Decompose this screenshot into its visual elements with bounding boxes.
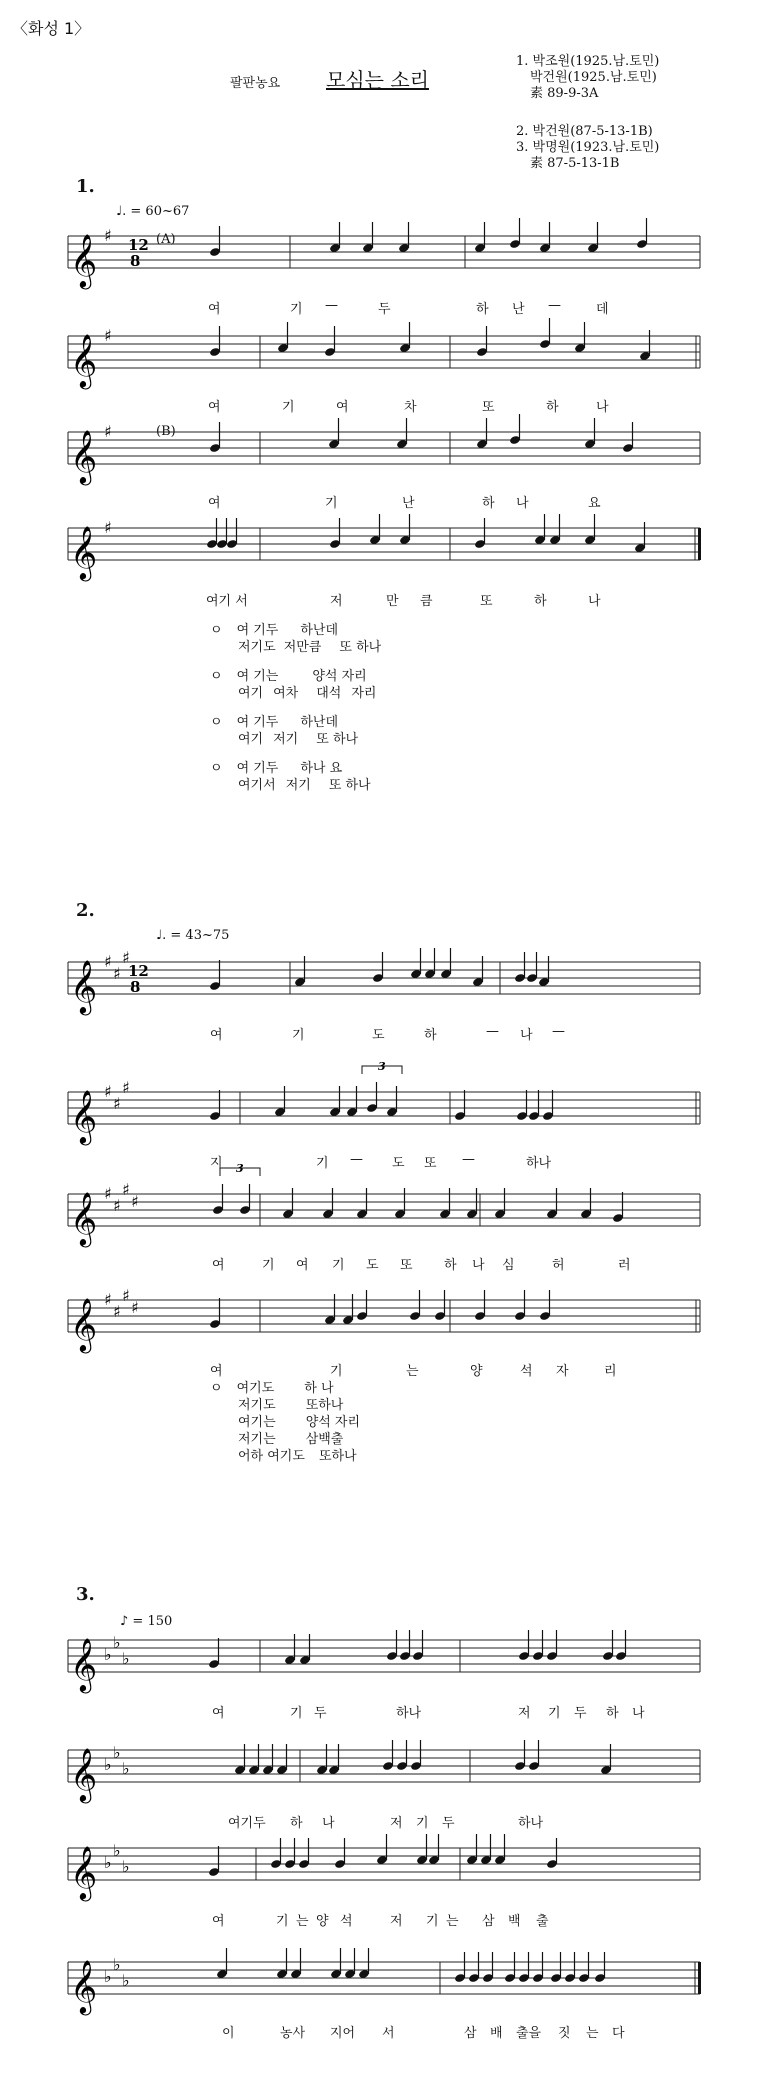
lyric-syllable: 기: [332, 1258, 345, 1273]
verse-word: 또 하나: [316, 732, 359, 747]
lyric-syllable: 출: [536, 1914, 549, 1929]
flat-sign: ♭: [113, 1841, 121, 1860]
verse-word: 또하나: [318, 1449, 357, 1464]
tempo-marking: ♩. = 60~67: [116, 204, 190, 219]
lyric-syllable: 기: [548, 1706, 561, 1721]
source-line: 1. 박조원(1925.남.토민): [516, 54, 660, 69]
flat-sign: ♭: [104, 1967, 112, 1986]
verse-word: 여기: [238, 732, 264, 747]
lyric-syllable: 심: [502, 1258, 515, 1273]
flat-sign: ♭: [113, 1743, 121, 1762]
section-number: 2.: [76, 900, 95, 921]
sharp-sign: ♯: [104, 952, 112, 971]
flat-sign: ♭: [122, 1649, 130, 1668]
lyric-syllable: 저: [330, 594, 343, 609]
genre-label: 팔판농요: [230, 76, 281, 91]
lyric-syllable: 하: [482, 496, 495, 511]
final-bar-thick: [698, 528, 701, 560]
verse-word: 여차: [273, 686, 299, 701]
lyric-syllable: 석: [340, 1914, 353, 1929]
verse-word: 삼백출: [305, 1432, 344, 1447]
lyric-syllable: 저: [518, 1706, 531, 1721]
time-signature-bottom: 8: [130, 252, 141, 270]
treble-clef: 𝄞: [70, 1191, 98, 1245]
lyric-syllable: 기: [330, 1364, 343, 1379]
treble-clef: 𝄞: [70, 1637, 98, 1691]
lyric-syllable: 리: [604, 1364, 617, 1379]
verse-block: ㅇ 여 기두 하난데 저기도 저만큼 또 하나: [210, 623, 382, 655]
lyric-syllable: 도: [366, 1258, 379, 1273]
lyric-syllable: 허: [552, 1258, 565, 1273]
flat-sign: ♭: [113, 1633, 121, 1652]
lyric-syllable: 양: [470, 1364, 483, 1379]
lyric-syllable: 나: [516, 496, 529, 511]
sharp-sign: ♯: [104, 518, 112, 537]
lyric-syllable: 또: [480, 594, 493, 609]
sharp-sign: ♯: [122, 1078, 130, 1097]
phrase-label: (A): [156, 232, 176, 247]
sharp-sign: ♯: [131, 1298, 139, 1317]
lyric-syllable: —: [350, 1152, 363, 1167]
lyric-syllable: 큼: [420, 594, 433, 609]
verse-word: 하 나: [304, 1381, 334, 1396]
verse-word: 여기서: [238, 778, 276, 793]
lyric-syllable: 여: [208, 496, 221, 511]
flat-sign: ♭: [122, 1759, 130, 1778]
flat-sign: ♭: [104, 1853, 112, 1872]
lyric-syllable: 는: [406, 1364, 419, 1379]
triplet-number: 3: [236, 1162, 244, 1175]
lyric-syllable: 하나: [396, 1706, 422, 1721]
sharp-sign: ♯: [113, 1196, 121, 1215]
source-line: 박건원(1925.남.토민): [530, 70, 657, 85]
lyric-syllable: 여: [208, 302, 221, 317]
lyric-syllable: 하: [546, 400, 559, 415]
lyric-syllable: 여: [212, 1706, 225, 1721]
treble-clef: 𝄞: [70, 959, 98, 1013]
lyric-syllable: 하나: [526, 1156, 552, 1171]
time-signature-bottom: 8: [130, 978, 141, 996]
lyric-syllable: 자: [556, 1364, 569, 1379]
lyric-syllable: 만: [386, 594, 399, 609]
lyric-syllable: 삼: [482, 1914, 495, 1929]
tempo-marking: ♩. = 43~75: [156, 928, 230, 943]
verse-block: ㅇ 여 기두 하난데 여기 저기 또 하나: [210, 715, 359, 747]
lyric-syllable: 농사: [280, 2026, 306, 2041]
lyric-syllable: —: [552, 1024, 565, 1039]
flat-sign: ♭: [122, 1857, 130, 1876]
verse-block: ㅇ 여 기두 하나 요 여기서 저기 또 하나: [210, 761, 371, 793]
song-title: 모심는 소리: [326, 68, 429, 92]
verse-word: 또하나: [305, 1398, 344, 1413]
lyric-syllable: 요: [588, 496, 601, 511]
source-line: 素 87-5-13-1B: [530, 156, 620, 171]
verse-word: 또 하나: [339, 640, 382, 655]
lyric-syllable: 지어: [330, 2026, 356, 2041]
verse-word: 대석: [316, 686, 342, 701]
lyric-syllable: 나: [520, 1028, 533, 1043]
lyric-syllable: 두: [378, 302, 391, 317]
flat-sign: ♭: [104, 1755, 112, 1774]
treble-clef: 𝄞: [70, 1747, 98, 1801]
lyric-syllable: 기: [290, 302, 303, 317]
treble-clef: 𝄞: [70, 525, 98, 579]
flat-sign: ♭: [122, 1971, 130, 1990]
lyric-syllable: 또: [424, 1156, 437, 1171]
lyric-syllable: 서: [382, 2026, 395, 2041]
lyric-syllable: 이: [222, 2026, 235, 2041]
lyric-syllable: 기: [276, 1914, 289, 1929]
verse-word: 여기도: [236, 1381, 275, 1396]
sharp-sign: ♯: [104, 1082, 112, 1101]
verse-word: 여 기두: [236, 761, 279, 776]
lyric-syllable: 는: [446, 1914, 459, 1929]
lyric-syllable: 나: [632, 1706, 645, 1721]
lyric-syllable: 여: [296, 1258, 309, 1273]
lyric-syllable: —: [325, 298, 338, 313]
lyric-syllable: 도: [372, 1028, 385, 1043]
sharp-sign: ♯: [104, 326, 112, 345]
source-line: 素 89-9-3A: [530, 86, 599, 101]
lyric-syllable: 하나: [518, 1816, 544, 1831]
lyric-syllable: —: [462, 1152, 475, 1167]
lyric-syllable: 러: [618, 1258, 631, 1273]
lyric-syllable: 짓: [558, 2026, 571, 2041]
flat-sign: ♭: [104, 1645, 112, 1664]
sharp-sign: ♯: [131, 1192, 139, 1211]
treble-clef: 𝄞: [70, 429, 98, 483]
treble-clef: 𝄞: [70, 1845, 98, 1899]
verse-word: 여기: [238, 686, 264, 701]
verse-word: 하난데: [300, 623, 339, 638]
treble-clef: 𝄞: [70, 333, 98, 387]
lyric-syllable: 여: [208, 400, 221, 415]
sharp-sign: ♯: [122, 1286, 130, 1305]
treble-clef: 𝄞: [70, 1959, 98, 2013]
verse-word: 여 기두: [236, 715, 279, 730]
sharp-sign: ♯: [104, 1290, 112, 1309]
lyric-syllable: 여: [212, 1258, 225, 1273]
lyric-syllable: 기: [282, 400, 295, 415]
lyric-syllable: 하: [290, 1816, 303, 1831]
lyric-syllable: 삼: [464, 2026, 477, 2041]
verse-block: ㅇ 여 기는 양석 자리 여기 여차 대석 자리: [210, 669, 377, 701]
treble-clef: 𝄞: [70, 1089, 98, 1143]
lyric-syllable: 여: [336, 400, 349, 415]
sharp-sign: ♯: [122, 1180, 130, 1199]
verse-block: ㅇ 여기도 하 나 저기도 또하나 여기는 양석 자리 저기는 삼백출 어하 여기도 또하나: [210, 1381, 361, 1464]
lyric-syllable: 기: [316, 1156, 329, 1171]
lyric-syllable: 하: [534, 594, 547, 609]
source-line: 2. 박건원(87-5-13-1B): [516, 124, 653, 139]
lyric-syllable: 여기 서: [206, 594, 248, 609]
lyric-syllable: 양: [316, 1914, 329, 1929]
sharp-sign: ♯: [104, 422, 112, 441]
treble-clef: 𝄞: [70, 233, 98, 287]
lyric-syllable: 출을: [516, 2026, 542, 2041]
lyric-syllable: 기: [292, 1028, 305, 1043]
lyric-syllable: 나: [588, 594, 601, 609]
lyric-syllable: 지: [210, 1156, 223, 1171]
lyric-syllable: —: [548, 298, 561, 313]
verse-word: 또 하나: [328, 778, 371, 793]
tempo-marking: ♪ = 150: [120, 1614, 173, 1629]
lyric-syllable: 도: [392, 1156, 405, 1171]
source-line: 3. 박명원(1923.남.토민): [516, 140, 660, 155]
verse-word: 저기: [285, 778, 311, 793]
triplet-number: 3: [378, 1060, 386, 1073]
lyric-syllable: 나: [596, 400, 609, 415]
verse-word: 하난데: [300, 715, 339, 730]
lyric-syllable: 여기두: [228, 1816, 266, 1831]
sharp-sign: ♯: [122, 948, 130, 967]
page-label: 〈화성 1〉: [12, 19, 91, 38]
lyric-syllable: 백: [508, 1914, 521, 1929]
sharp-sign: ♯: [113, 1302, 121, 1321]
lyric-syllable: 석: [520, 1364, 533, 1379]
lyric-syllable: 여: [210, 1364, 223, 1379]
lyric-syllable: 저: [390, 1816, 403, 1831]
treble-clef: 𝄞: [70, 1297, 98, 1351]
lyric-syllable: 하: [444, 1258, 457, 1273]
verse-word: 여 기두: [236, 623, 279, 638]
verse-word: 하나 요: [300, 761, 343, 776]
lyric-syllable: 기: [426, 1914, 439, 1929]
lyric-syllable: 배: [490, 2026, 503, 2041]
lyric-syllable: 데: [596, 302, 609, 317]
verse-word: 저기는: [238, 1432, 276, 1447]
lyric-syllable: 두: [442, 1816, 455, 1831]
verse-word: 어하 여기도: [238, 1449, 305, 1464]
lyric-syllable: —: [486, 1024, 499, 1039]
lyric-syllable: 두: [314, 1706, 327, 1721]
time-signature-top: 12: [128, 236, 149, 254]
lyric-syllable: 난: [402, 496, 415, 511]
sharp-sign: ♯: [113, 964, 121, 983]
sharp-sign: ♯: [104, 226, 112, 245]
verse-word: 저기: [273, 732, 299, 747]
time-signature-top: 12: [128, 962, 149, 980]
lyric-syllable: 여: [212, 1914, 225, 1929]
lyric-syllable: 하: [424, 1028, 437, 1043]
lyric-syllable: 또: [482, 400, 495, 415]
phrase-label: (B): [156, 424, 176, 439]
verse-word: 저기도: [238, 1398, 276, 1413]
lyric-syllable: 하: [476, 302, 489, 317]
sharp-sign: ♯: [113, 1094, 121, 1113]
verse-word: 자리: [351, 686, 377, 701]
lyric-syllable: 는: [296, 1914, 309, 1929]
section-number: 1.: [76, 176, 95, 197]
lyric-syllable: 난: [512, 302, 525, 317]
verse-word: 저기도: [238, 640, 276, 655]
lyric-syllable: 기: [290, 1706, 303, 1721]
verse-word: 저만큼: [283, 640, 322, 655]
sharp-sign: ♯: [104, 1184, 112, 1203]
lyric-syllable: 기: [416, 1816, 429, 1831]
lyric-syllable: 하: [606, 1706, 619, 1721]
lyric-syllable: 다: [612, 2026, 625, 2041]
lyric-syllable: 두: [574, 1706, 587, 1721]
lyric-syllable: 또: [400, 1258, 413, 1273]
verse-word: 여 기는: [236, 669, 279, 684]
verse-word: 여기는: [238, 1415, 276, 1430]
lyric-syllable: 저: [390, 1914, 403, 1929]
lyric-syllable: 기: [325, 496, 338, 511]
final-bar-thick: [698, 1962, 701, 1994]
lyric-syllable: 여: [210, 1028, 223, 1043]
lyric-syllable: 는: [586, 2026, 599, 2041]
lyric-syllable: 기: [262, 1258, 275, 1273]
lyric-syllable: 차: [404, 400, 417, 415]
verse-word: 양석 자리: [312, 669, 367, 684]
section-number: 3.: [76, 1584, 95, 1605]
flat-sign: ♭: [113, 1955, 121, 1974]
verse-word: 양석 자리: [305, 1415, 361, 1430]
lyric-syllable: 나: [472, 1258, 485, 1273]
lyric-syllable: 나: [322, 1816, 335, 1831]
